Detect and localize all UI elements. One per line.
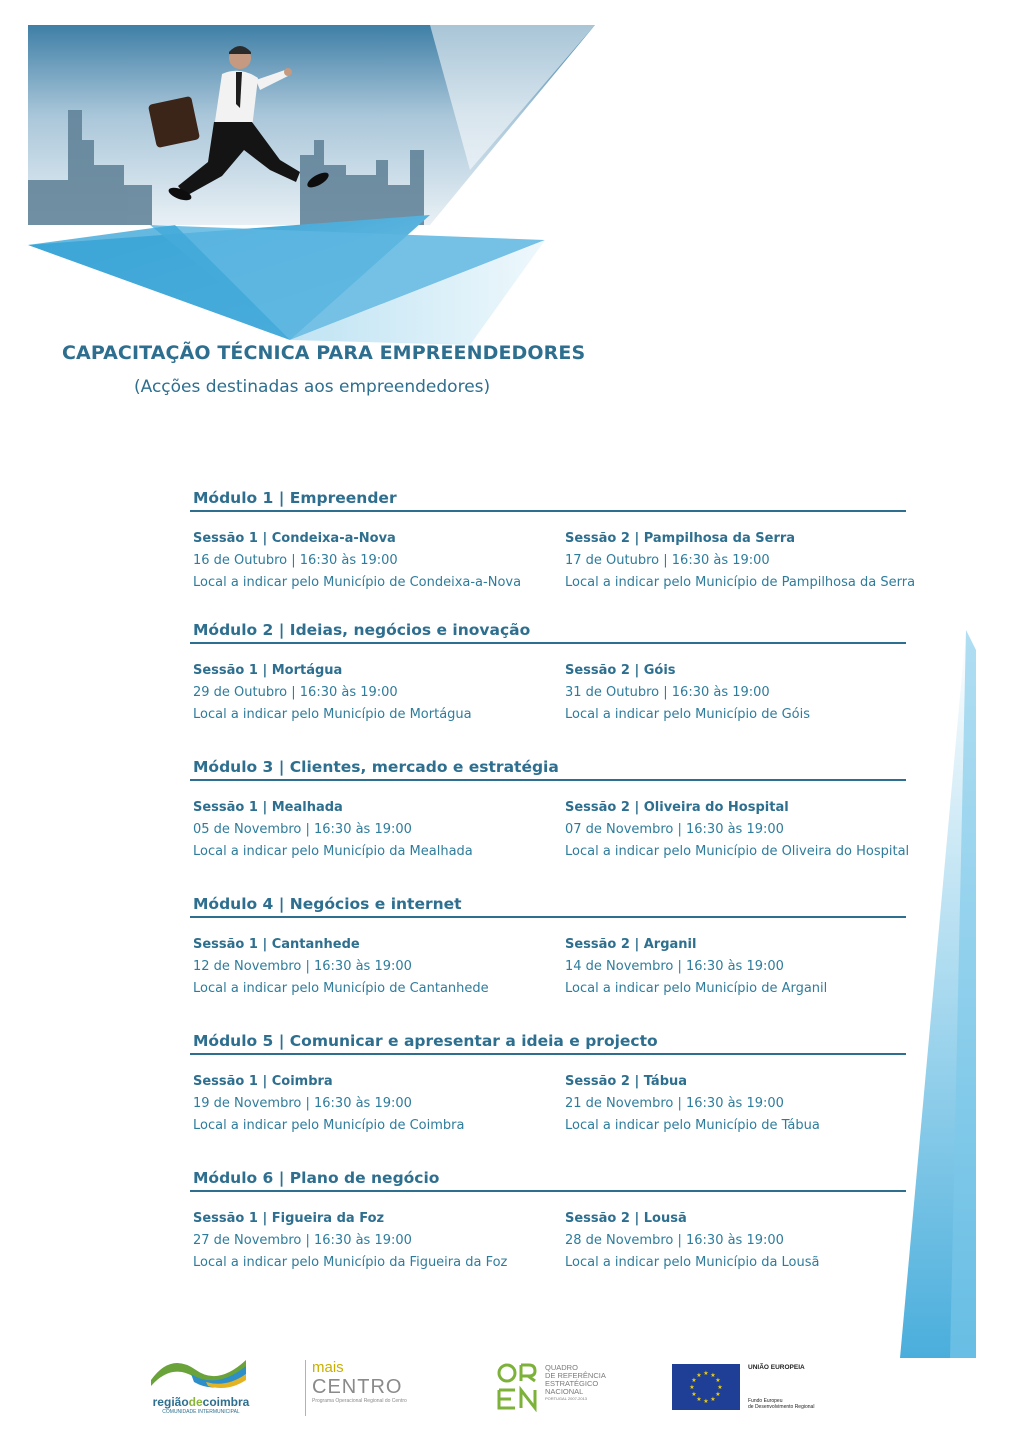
page-subtitle: (Acções destinadas aos empreendedores): [134, 377, 491, 397]
eu-fund-line-2: de Desenvolvimento Regional: [748, 1404, 815, 1410]
mais-centro-logo: [305, 1360, 442, 1416]
session-place: Local a indicar pelo Município de Góis: [565, 707, 810, 722]
svg-text:★: ★: [691, 1377, 697, 1384]
svg-text:★: ★: [710, 1372, 716, 1379]
svg-text:★: ★: [691, 1391, 697, 1398]
session-title: Sessão 1 | Mealhada: [193, 800, 343, 815]
session-title: Sessão 1 | Figueira da Foz: [193, 1211, 385, 1226]
session-date: 19 de Novembro | 16:30 às 19:00: [193, 1096, 412, 1111]
session-date: 29 de Outubro | 16:30 às 19:00: [193, 685, 398, 700]
module-heading: Módulo 3 | Clientes, mercado e estratégia: [190, 755, 906, 781]
session-card: [193, 660, 472, 726]
svg-text:★: ★: [715, 1391, 721, 1398]
session-place: Local a indicar pelo Município de Cantanhede: [193, 981, 489, 996]
session-card: [193, 528, 521, 594]
qren-line-2: DE REFERÊNCIA: [545, 1371, 606, 1380]
session-date: 12 de Novembro | 16:30 às 19:00: [193, 959, 412, 974]
session-card: [193, 934, 489, 1000]
session-date: 21 de Novembro | 16:30 às 19:00: [565, 1096, 784, 1111]
page-title: CAPACITAÇÃO TÉCNICA PARA EMPREENDEDORES: [62, 342, 586, 364]
session-place: Local a indicar pelo Município de Mortágua: [193, 707, 472, 722]
session-card: [565, 528, 915, 594]
qren-line-4: NACIONAL: [545, 1387, 584, 1396]
qren-logo: [497, 1362, 627, 1416]
module-4: [190, 892, 906, 998]
svg-text:★: ★: [715, 1377, 721, 1384]
eu-title: UNIÃO EUROPEIA: [748, 1364, 805, 1371]
module-heading: Módulo 1 | Empreender: [190, 486, 906, 512]
session-card: [193, 1208, 507, 1274]
session-card: [193, 797, 473, 863]
module-1: [190, 486, 916, 592]
session-place: Local a indicar pelo Município de Condeixa-a-Nova: [193, 575, 522, 590]
session-title: Sessão 1 | Coimbra: [193, 1074, 333, 1089]
eu-fund-line-1: Fundo Europeu: [748, 1398, 783, 1404]
qren-mark-icon: [497, 1362, 539, 1412]
session-date: 07 de Novembro | 16:30 às 19:00: [565, 822, 784, 837]
module-heading: Módulo 4 | Negócios e internet: [190, 892, 906, 918]
module-heading: Módulo 6 | Plano de negócio: [190, 1166, 906, 1192]
regiao-tagline: COMUNIDADE INTERMUNICIPAL: [162, 1409, 240, 1415]
session-date: 17 de Outubro | 16:30 às 19:00: [565, 553, 770, 568]
session-title: Sessão 2 | Oliveira do Hospital: [565, 800, 789, 815]
session-place: Local a indicar pelo Município de Pampilhosa da Serra: [565, 575, 916, 590]
session-title: Sessão 1 | Cantanhede: [193, 937, 360, 952]
svg-text:★: ★: [717, 1384, 723, 1391]
session-title: Sessão 1 | Mortágua: [193, 663, 343, 678]
session-date: 05 de Novembro | 16:30 às 19:00: [193, 822, 412, 837]
regiao-text: região: [152, 1395, 189, 1409]
hero-banner-image: [0, 0, 620, 345]
session-title: Sessão 2 | Arganil: [565, 937, 697, 952]
session-card: [565, 660, 810, 726]
session-date: 28 de Novembro | 16:30 às 19:00: [565, 1233, 784, 1248]
session-place: Local a indicar pelo Município de Tábua: [565, 1118, 820, 1133]
module-2: [190, 618, 906, 724]
module-6: [190, 1166, 906, 1272]
session-place: Local a indicar pelo Município de Oliveira do Hospital: [565, 844, 910, 859]
de-text: de: [188, 1395, 203, 1409]
svg-text:★: ★: [710, 1396, 716, 1403]
svg-text:★: ★: [696, 1396, 702, 1403]
regiao-de-coimbra-logo: [146, 1352, 256, 1416]
session-title: Sessão 2 | Lousã: [565, 1211, 687, 1226]
session-title: Sessão 2 | Tábua: [565, 1074, 688, 1089]
session-date: 31 de Outubro | 16:30 às 19:00: [565, 685, 770, 700]
module-heading: Módulo 2 | Ideias, negócios e inovação: [190, 618, 906, 644]
svg-text:★: ★: [703, 1370, 709, 1377]
session-place: Local a indicar pelo Município da Figueira da Foz: [193, 1255, 508, 1270]
module-heading: Módulo 5 | Comunicar e apresentar a ideia e projecto: [190, 1029, 906, 1055]
session-card: [565, 797, 909, 863]
module-5: [190, 1029, 906, 1135]
session-title: Sessão 2 | Pampilhosa da Serra: [565, 531, 796, 546]
session-date: 16 de Outubro | 16:30 às 19:00: [193, 553, 398, 568]
coimbra-text: coimbra: [202, 1395, 250, 1409]
session-place: Local a indicar pelo Município de Arganil: [565, 981, 828, 996]
session-date: 14 de Novembro | 16:30 às 19:00: [565, 959, 784, 974]
session-place: Local a indicar pelo Município da Lousã: [565, 1255, 820, 1270]
session-card: [565, 1208, 820, 1274]
session-date: 27 de Novembro | 16:30 às 19:00: [193, 1233, 412, 1248]
session-card: [193, 1071, 464, 1137]
session-card: [565, 1071, 820, 1137]
mais-text: mais: [312, 1359, 344, 1376]
session-card: [565, 934, 827, 1000]
module-3: [190, 755, 910, 861]
qren-small: PORTUGAL 2007-2013: [545, 1396, 588, 1401]
centro-text: CENTRO: [312, 1376, 403, 1398]
mais-centro-tagline: Programa Operacional Regional do Centro: [312, 1398, 407, 1404]
session-place: Local a indicar pelo Município da Mealhada: [193, 844, 473, 859]
qren-line-3: ESTRATÉGICO: [545, 1379, 599, 1388]
session-place: Local a indicar pelo Município de Coimbra: [193, 1118, 465, 1133]
session-title: Sessão 2 | Góis: [565, 663, 676, 678]
eu-flag-icon: [672, 1364, 740, 1410]
regiao-wave-icon: [146, 1352, 256, 1388]
svg-text:★: ★: [703, 1398, 709, 1405]
svg-text:★: ★: [696, 1372, 702, 1379]
eu-logo: [672, 1362, 832, 1416]
session-title: Sessão 1 | Condeixa-a-Nova: [193, 531, 396, 546]
qren-line-1: QUADRO: [545, 1363, 578, 1372]
svg-text:★: ★: [689, 1384, 695, 1391]
